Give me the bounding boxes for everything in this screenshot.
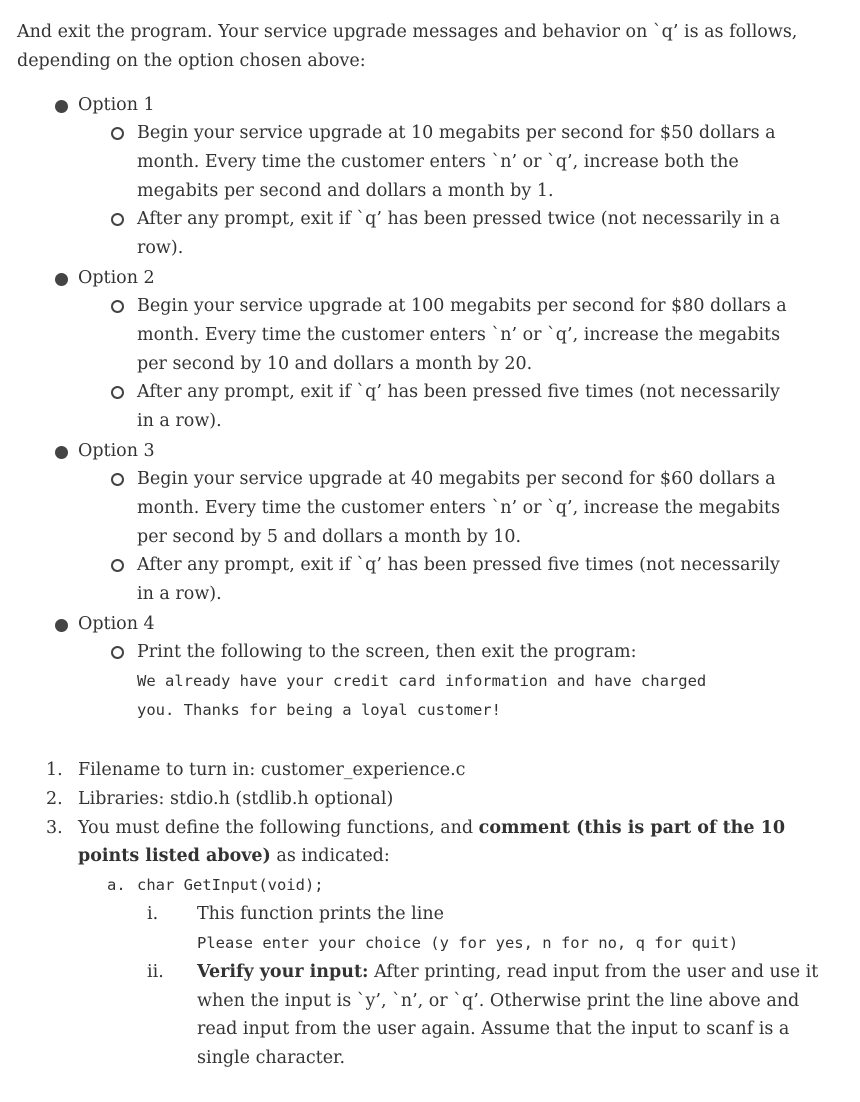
hollow-bullet-icon — [111, 559, 124, 572]
numbered-item — [46, 814, 798, 872]
option-label: Option 4 — [78, 614, 155, 634]
intro-paragraph: And exit the program. Your service upgrade messages and behavior on `q’ is as follows, depending on the option chosen above: — [17, 22, 798, 71]
item-text: You must define the following functions, and — [78, 817, 479, 838]
option-label: Option 2 — [78, 268, 155, 288]
hollow-bullet-icon — [111, 473, 124, 486]
code-output-block — [137, 667, 817, 725]
roman-item — [147, 958, 837, 1073]
option-2-block — [0, 264, 860, 436]
option-1-block — [0, 91, 860, 263]
item-text: as indicated: — [270, 846, 390, 867]
hollow-bullet-icon — [111, 386, 124, 399]
item-text: After printing, read input from the user and use it when the input is `y’, `n’, or `q’. Otherwise print the line above and read input from the user again. Assume that the input to scanf is a single character. — [197, 961, 819, 1069]
option-detail — [137, 551, 797, 609]
item-text: This function prints the line — [197, 904, 444, 925]
option-detail-text: Begin your service upgrade at 100 megabits per second for $80 dollars a month. Every time the customer enters `n’ or `q’, increase the megabits per second by 10 and dollars a month by 20. — [137, 296, 787, 374]
hollow-bullet-icon — [111, 300, 124, 313]
prompt-code-line: Please enter your choice (y for yes, n for no, q for quit) — [197, 933, 739, 952]
option-detail — [137, 205, 797, 263]
option-item — [0, 91, 860, 119]
filled-bullet-icon — [55, 273, 68, 286]
option-label: Option 3 — [78, 441, 155, 461]
item-bold-text: Verify your input: — [197, 961, 369, 982]
option-detail-text: After any prompt, exit if `q’ has been pressed five times (not necessarily in a row). — [137, 555, 780, 605]
filled-bullet-icon — [55, 619, 68, 632]
filled-bullet-icon — [55, 446, 68, 459]
item-number: 3. — [46, 817, 63, 838]
function-signature-item — [107, 871, 860, 900]
hollow-bullet-icon — [111, 127, 124, 140]
option-detail — [137, 638, 797, 667]
item-marker: i. — [147, 904, 159, 925]
option-item — [0, 610, 860, 638]
item-marker: a. — [107, 876, 126, 895]
option-detail-text: Begin your service upgrade at 40 megabits per second for $60 dollars a month. Every time the customer enters `n’ or `q’, increase the megabits per second by 5 and dollars a month by 10. — [137, 469, 781, 547]
option-detail-text: Print the following to the screen, then exit the program: — [137, 642, 637, 662]
option-label: Option 1 — [78, 95, 155, 115]
item-text: Libraries: stdio.h (stdlib.h optional) — [78, 788, 394, 809]
option-detail — [137, 292, 797, 378]
option-detail-text: After any prompt, exit if `q’ has been pressed twice (not necessarily in a row). — [137, 209, 781, 259]
option-detail-text: After any prompt, exit if `q’ has been pressed five times (not necessarily in a row). — [137, 382, 780, 432]
option-item — [0, 437, 860, 465]
numbered-item — [46, 756, 798, 785]
numbered-list — [0, 756, 860, 1073]
function-signature: char GetInput(void); — [137, 876, 324, 895]
option-detail — [137, 119, 797, 205]
filled-bullet-icon — [55, 100, 68, 113]
option-detail-text: Begin your service upgrade at 10 megabits per second for $50 dollars a month. Every time the customer enters `n’ or `q’, increase both the megabits per second and dollars a month by 1. — [137, 123, 776, 201]
code-line: you. Thanks for being a loyal customer! — [137, 700, 501, 719]
hollow-bullet-icon — [111, 646, 124, 659]
option-3-block — [0, 437, 860, 609]
option-4-block — [0, 610, 860, 725]
numbered-item — [46, 785, 798, 814]
roman-item — [147, 900, 837, 958]
item-text: Filename to turn in: customer_experience.c — [78, 760, 466, 780]
hollow-bullet-icon — [111, 213, 124, 226]
code-line: We already have your credit card information and have charged — [137, 671, 707, 690]
option-item — [0, 264, 860, 292]
item-marker: ii. — [147, 961, 164, 982]
option-detail — [137, 378, 797, 436]
item-number: 1. — [46, 760, 63, 780]
item-bold-text: comment (this is part of the 10 points listed above) — [78, 817, 785, 867]
item-number: 2. — [46, 788, 63, 809]
option-detail — [137, 465, 797, 551]
